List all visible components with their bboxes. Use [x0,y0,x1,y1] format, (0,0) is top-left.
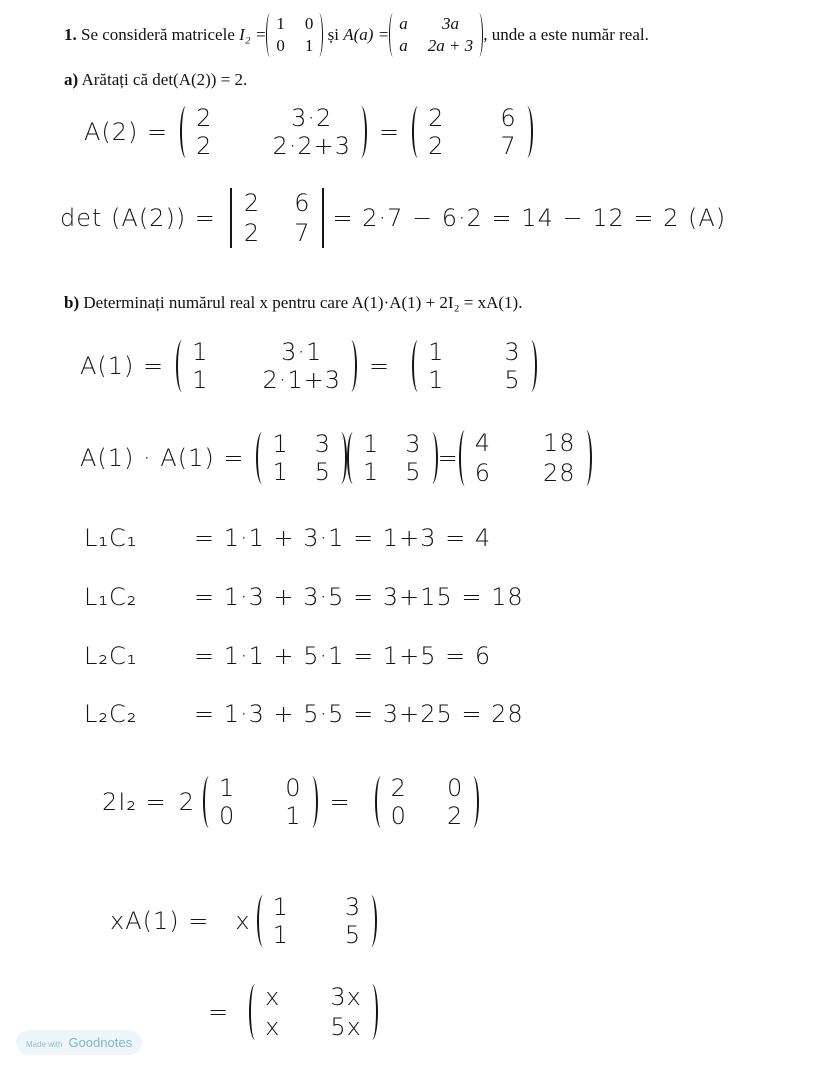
rhs: = 2·7 − 6·2 = 14 − 12 = 2 (A) [332,204,727,232]
matrix: 1 3 1 5 [412,338,537,394]
matrix: 2 0 0 2 [375,774,480,830]
part-b-line-3: 2I₂ = 2 1 0 0 1 = 2 0 0 2 [102,774,479,830]
product-l1c2: L₁C₂ = 1·3 + 3·5 = 3+15 = 18 [84,583,524,611]
product-l2c1: L₂C₁ = 1·1 + 5·1 = 1+5 = 6 [84,642,492,670]
matrix: x 3x x 5x [249,982,378,1042]
i2-matrix: 1 0 0 1 [266,13,323,57]
part-a-line-1: A(2) = 2 3·2 2 2·2+3 = 2 6 2 7 [84,104,533,160]
part-b-line-1: A(1) = 1 3·1 1 2·1+3 = 1 3 1 5 [80,338,537,394]
lhs: det (A(2)) = [60,204,216,232]
problem-intro: Se consideră matricele [81,25,235,44]
product-l1c1: L₁C₁ = 1·1 + 3·1 = 1+3 = 4 [84,524,492,552]
lhs: A(2) = [84,118,169,146]
determinant: 2 6 2 7 [228,188,327,248]
matrix: 4 18 6 28 [459,428,592,488]
part-b-line-5: = x 3x x 5x [208,982,378,1042]
goodnotes-watermark: Made with Goodnotes [16,1030,142,1055]
problem-tail: , unde a este număr real. [483,25,649,44]
matrix: 1 3·1 1 2·1+3 [176,338,357,394]
a-label: A(a) = [343,25,390,44]
matrix: 2 3·2 2 2·2+3 [180,104,367,160]
problem-statement [64,10,649,60]
part-a-line-2 [60,188,726,248]
product-l2c2: L₂C₂ = 1·3 + 5·5 = 3+25 = 28 [84,700,524,728]
i2-label: I₂ = [239,25,267,44]
matrix: 2 6 2 7 [412,104,533,160]
matrix: 1 3 1 5 [347,430,438,486]
and-word: și [327,25,340,44]
part-b-line-4: xA(1) = x 1 3 1 5 [110,893,377,949]
problem-number: 1. [64,25,77,44]
a-matrix: a 3a a 2a + 3 [389,13,483,57]
matrix: 1 0 0 1 [203,774,318,830]
part-a-heading: a) Arătați că det(A(2)) = 2. [64,70,248,89]
matrix: 1 3 1 5 [256,430,347,486]
part-b-heading: b) Determinați numărul real x pentru care A(1)·A(1) + 2I₂ = xA(1). [64,293,523,312]
matrix: 1 3 1 5 [257,893,378,949]
part-b-line-2: A(1) · A(1) = 1 3 1 5 1 3 1 5 = 4 18 6 28 [80,428,592,488]
